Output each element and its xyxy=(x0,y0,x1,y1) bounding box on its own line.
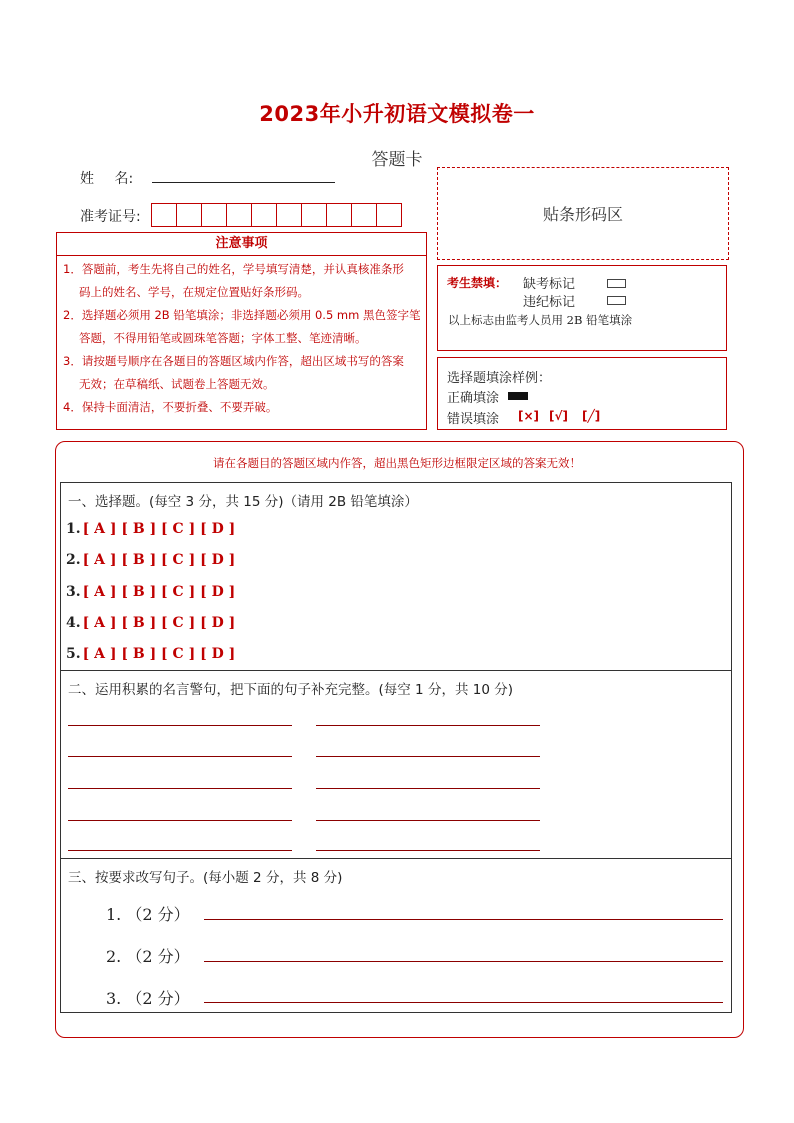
forbid-box xyxy=(437,265,727,351)
answer-warning: 请在各题目的答题区域内作答，超出黑色矩形边框限定区域的答案无效！ xyxy=(213,456,581,470)
section2-title: 二、运用积累的名言警句，把下面的句子补充完整。(每空 1 分，共 10 分) xyxy=(68,682,513,698)
id-digit-box[interactable] xyxy=(376,203,402,227)
violation-label: 违纪标记 xyxy=(523,295,576,310)
id-digit-box[interactable] xyxy=(176,203,202,227)
notice-title: 注意事项 xyxy=(57,233,426,256)
choice-options[interactable]: [ A ] [ B ] [ C ] [ D ] xyxy=(82,584,236,600)
section1-title: 一、选择题。(每空 3 分，共 15 分)（请用 2B 铅笔填涂） xyxy=(68,494,418,510)
choice-options[interactable]: [ A ] [ B ] [ C ] [ D ] xyxy=(82,615,236,631)
wrong-label: 错误填涂 xyxy=(447,412,500,427)
answer-line[interactable] xyxy=(204,1002,723,1003)
notice-item: 4．保持卡面清洁，不要折叠、不要弄破。 xyxy=(63,400,278,414)
sample-title: 选择题填涂样例： xyxy=(447,371,552,386)
answer-line[interactable] xyxy=(204,961,723,962)
answer-line[interactable] xyxy=(316,820,540,821)
choice-row[interactable] xyxy=(66,615,235,631)
notice-item: 码上的姓名、学号，在规定位置贴好条形码。 xyxy=(79,285,309,299)
rewrite-item-label: 3. （2 分） xyxy=(106,989,190,1008)
notice-item: 3．请按题号顺序在各题目的答题区域内作答，超出区域书写的答案 xyxy=(63,354,404,368)
choice-number: 2. xyxy=(66,552,81,568)
barcode-area xyxy=(437,167,729,260)
forbid-note: 以上标志由监考人员用 2B 铅笔填涂 xyxy=(448,313,633,327)
absent-label: 缺考标记 xyxy=(523,277,576,292)
sample-box xyxy=(437,357,727,430)
section3-title: 三、按要求改写句子。(每小题 2 分，共 8 分) xyxy=(68,870,343,886)
choice-number: 1. xyxy=(66,521,81,537)
rewrite-item-label: 2. （2 分） xyxy=(106,947,190,966)
forbid-label: 考生禁填： xyxy=(447,276,508,290)
name-field[interactable] xyxy=(152,182,335,183)
page-subtitle: 答题卡 xyxy=(371,150,423,170)
correct-label: 正确填涂 xyxy=(447,391,500,406)
answer-line[interactable] xyxy=(68,756,292,757)
answer-line[interactable] xyxy=(316,788,540,789)
answer-line[interactable] xyxy=(68,725,292,726)
answer-line[interactable] xyxy=(316,725,540,726)
choice-options[interactable]: [ A ] [ B ] [ C ] [ D ] xyxy=(82,646,236,662)
answer-line[interactable] xyxy=(316,756,540,757)
choice-row[interactable] xyxy=(66,646,235,662)
id-digit-box[interactable] xyxy=(201,203,227,227)
choice-number: 5. xyxy=(66,646,81,662)
barcode-label: 贴条形码区 xyxy=(542,205,623,224)
id-label: 准考证号: xyxy=(80,209,141,225)
answer-line[interactable] xyxy=(204,919,723,920)
choice-row[interactable] xyxy=(66,552,235,568)
rewrite-item-label: 1. （2 分） xyxy=(106,905,190,924)
answer-line[interactable] xyxy=(68,850,292,851)
wrong-mark: [√] xyxy=(549,409,568,423)
notice-item: 2．选择题必须用 2B 铅笔填涂；非选择题必须用 0.5 mm 黑色签字笔 xyxy=(63,308,421,322)
id-digit-box[interactable] xyxy=(251,203,277,227)
answer-line[interactable] xyxy=(316,850,540,851)
violation-mark-box[interactable] xyxy=(607,296,626,305)
notice-box xyxy=(56,232,427,430)
notice-item: 答题，不得用铅笔或圆珠笔答题；字体工整、笔迹清晰。 xyxy=(79,331,367,345)
id-digit-box[interactable] xyxy=(226,203,252,227)
wrong-mark: [×] xyxy=(518,409,540,423)
id-digit-box[interactable] xyxy=(301,203,327,227)
choice-number: 3. xyxy=(66,584,81,600)
id-digit-box[interactable] xyxy=(351,203,377,227)
section-divider xyxy=(61,858,731,859)
notice-item: 无效；在草稿纸、试题卷上答题无效。 xyxy=(79,377,275,391)
wrong-mark: [╱] xyxy=(582,409,601,423)
id-digit-box[interactable] xyxy=(276,203,302,227)
id-boxes[interactable] xyxy=(152,203,402,227)
id-digit-box[interactable] xyxy=(326,203,352,227)
page-title: 2023年小升初语文模拟卷一 xyxy=(259,102,535,126)
choice-row[interactable] xyxy=(66,584,235,600)
correct-fill-sample xyxy=(508,392,528,400)
section-divider xyxy=(61,670,731,671)
name-label: 姓 名: xyxy=(80,171,134,187)
answer-line[interactable] xyxy=(68,788,292,789)
choice-options[interactable]: [ A ] [ B ] [ C ] [ D ] xyxy=(82,521,236,537)
absent-mark-box[interactable] xyxy=(607,279,626,288)
choice-options[interactable]: [ A ] [ B ] [ C ] [ D ] xyxy=(82,552,236,568)
notice-item: 1．答题前，考生先将自己的姓名，学号填写清楚，并认真核准条形 xyxy=(63,262,404,276)
choice-number: 4. xyxy=(66,615,81,631)
id-digit-box[interactable] xyxy=(151,203,177,227)
choice-row[interactable] xyxy=(66,521,235,537)
answer-line[interactable] xyxy=(68,820,292,821)
